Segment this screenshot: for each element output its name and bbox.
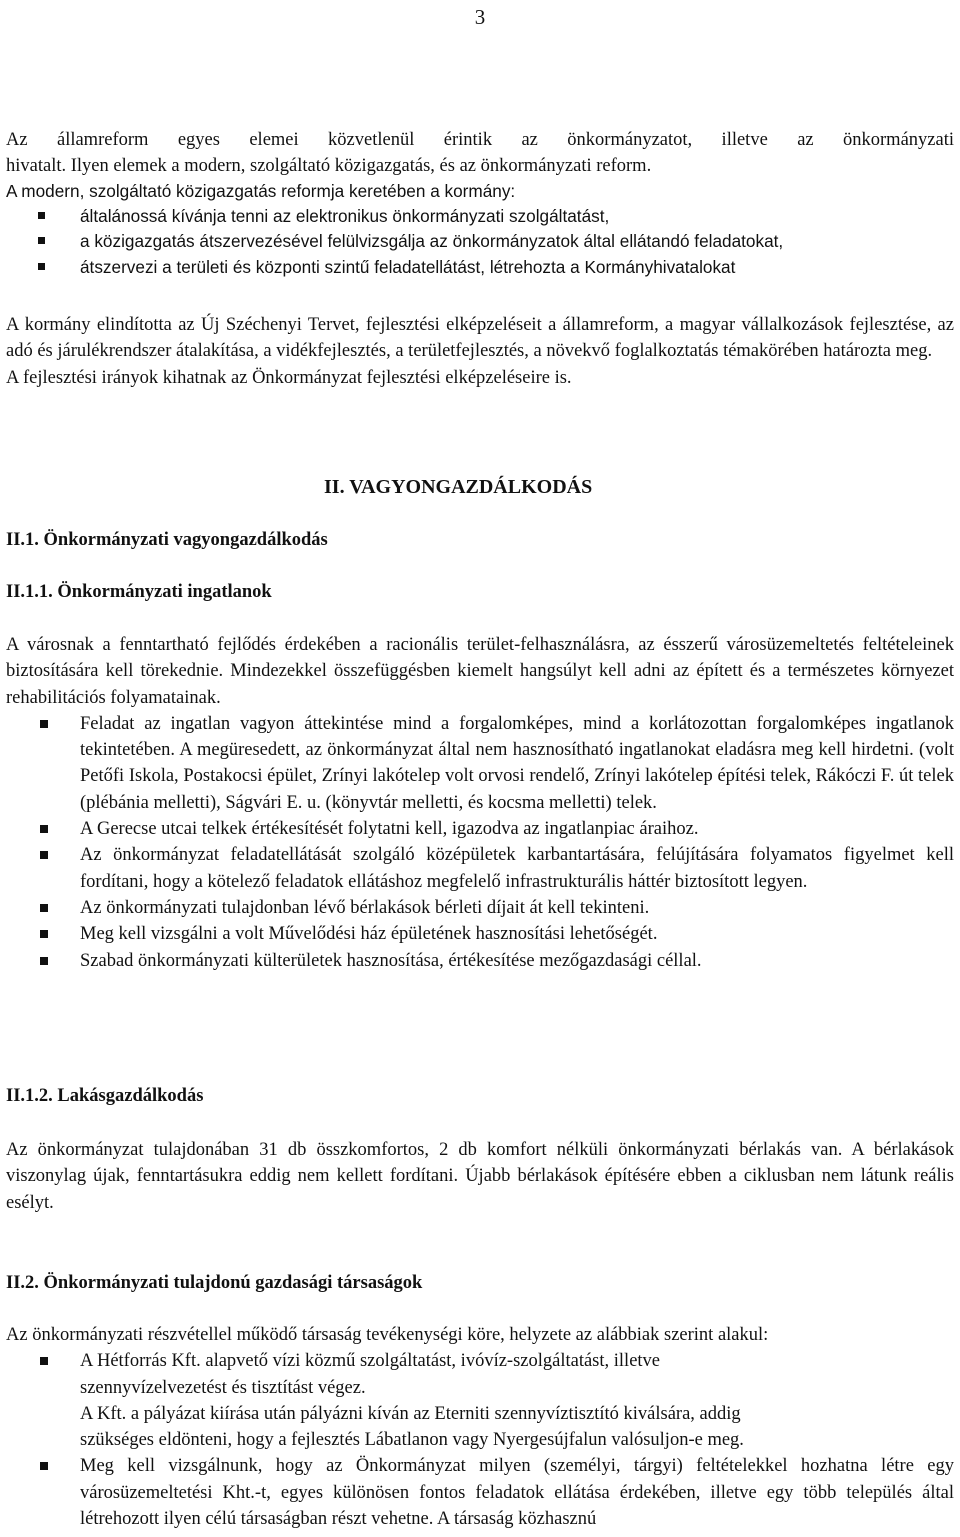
list-item-text: A Kft. a pályázat kiírása után pályázni kíván az Eterniti szennyvíztisztító kiválsára, addig bbox=[80, 1403, 741, 1424]
list-item bbox=[0, 204, 954, 229]
list-item-text: Meg kell vizsgálnunk, hogy az Önkormányzat milyen (személyi, tárgyi) feltételekkel hozhatna létre egy városüzemeltetési Kht.-t, egyes különösen fontos feladatok ellátása érdekében, illetve egy több település által létrehozott ilyen célú társaságban részt vehetne. A társaság közhasznú bbox=[80, 1456, 954, 1530]
page-number: 3 bbox=[474, 5, 486, 29]
list-item bbox=[0, 921, 954, 947]
list-item-text: Az önkormányzati tulajdonban lévő bérlakások bérleti díjait át kell tekinteni. bbox=[80, 897, 650, 918]
square-bullet-icon bbox=[38, 237, 45, 244]
list-item bbox=[0, 948, 954, 974]
list-item-text: A Gerecse utcai telkek értékesítését folytatni kell, igazodva az ingatlanpiac áraihoz. bbox=[80, 819, 699, 840]
section-ii-1 bbox=[0, 527, 960, 553]
list-item-text: szennyvízelvezetést és tisztítást végez. bbox=[80, 1377, 366, 1398]
chapter-title bbox=[324, 474, 724, 501]
section-heading: II.1.1. Önkormányzati ingatlanok bbox=[6, 582, 272, 602]
square-bullet-icon bbox=[40, 957, 48, 965]
square-bullet-icon bbox=[40, 1462, 48, 1470]
list-item bbox=[0, 1453, 954, 1532]
square-bullet-icon bbox=[40, 1357, 48, 1365]
list-item bbox=[0, 895, 954, 921]
list-item-text: átszervezi a területi és központi szintű feladatellátást, létrehozta a Kormányhivatalokat bbox=[80, 256, 736, 277]
list-item-text: a közigazgatás átszervezésével felülvizsgálja az önkormányzatok által ellátandó feladatokat, bbox=[80, 231, 784, 252]
properties-bullet-list bbox=[0, 711, 960, 974]
section-ii-1-2 bbox=[0, 1083, 960, 1109]
list-item bbox=[0, 842, 954, 895]
section-heading: II.1. Önkormányzati vagyongazdálkodás bbox=[6, 530, 328, 550]
section-paragraph: Az önkormányzat tulajdonában 31 db összkomfortos, 2 db komfort nélküli önkormányzati bérlakás van. A bérlakások viszonylag újak, fenntartásukra eddig nem kellett fordítani. Újabb bérlakások építésére ebben a ciklusban nem látunk reális esélyt. bbox=[6, 1140, 954, 1213]
intro-line-2: hivatalt. Ilyen elemek a modern, szolgáltató közigazgatás, és az önkormányzati reform. bbox=[6, 155, 652, 176]
section-ii-1-2-body bbox=[0, 1137, 960, 1216]
intro-paragraph-1 bbox=[0, 128, 960, 179]
section-ii-1-1 bbox=[0, 579, 960, 605]
list-item-text: Szabad önkormányzati külterületek hasznosítása, értékesítése mezőgazdasági céllal. bbox=[80, 950, 702, 971]
chapter-title-text: II. VAGYONGAZDÁLKODÁS bbox=[324, 476, 593, 498]
square-bullet-icon bbox=[40, 720, 48, 728]
section-ii-2 bbox=[0, 1270, 960, 1296]
intro-line-1: Az államreform egyes elemei közvetlenül érintik az önkormányzatot, illetve az önkormányzati bbox=[6, 130, 954, 150]
intro-bullet-list bbox=[0, 204, 960, 280]
square-bullet-icon bbox=[40, 904, 48, 912]
square-bullet-icon bbox=[40, 851, 48, 859]
intro-paragraph-2: A modern, szolgáltató közigazgatás reformja keretében a kormány: bbox=[6, 181, 516, 201]
intro-block bbox=[0, 128, 960, 280]
list-item-text: Az önkormányzat feladatellátását szolgáló középületek karbantartására, felújítására folyamatos figyelmet kell fordítani, hogy a kötelező feladatok ellátáshoz megfelelő infrastrukturális háttér biztosított legyen. bbox=[80, 845, 954, 892]
section-ii-2-body bbox=[0, 1322, 960, 1532]
section-paragraph: Az önkormányzati részvétellel működő társaság tevékenységi köre, helyzete az alábbiak szerint alakul: bbox=[6, 1325, 769, 1345]
development-block bbox=[0, 312, 960, 391]
section-paragraph: A városnak a fenntartható fejlődés érdekében a racionális terület-felhasználásra, az ésszerű városüzemeltetés feltételeinek biztosítására kell törekednie. Mindezekkel összefüggésben kiemelt hangsúlyt kell adni az épített és a természetes környezet rehabilitációs folyamatainak. bbox=[6, 635, 954, 708]
section-heading: II.1.2. Lakásgazdálkodás bbox=[6, 1086, 204, 1106]
square-bullet-icon bbox=[38, 263, 45, 270]
square-bullet-icon bbox=[40, 825, 48, 833]
square-bullet-icon bbox=[40, 930, 48, 938]
list-item-text: általánossá kívánja tenni az elektronikus önkormányzati szolgáltatást, bbox=[80, 206, 610, 227]
development-paragraph: A kormány elindította az Új Széchenyi Tervet, fejlesztési elképzeléseit a államreform, a magyar vállalkozások fejlesztése, az adó és járulékrendszer átalakítása, a vidékfejlesztés, a területfejlesztés, a növekvő foglalkoztatás témakörében határozta meg. bbox=[6, 315, 954, 362]
section-heading: II.2. Önkormányzati tulajdonú gazdasági társaságok bbox=[6, 1273, 423, 1293]
companies-bullet-list bbox=[0, 1348, 960, 1532]
list-item-text: Feladat az ingatlan vagyon áttekintése mind a forgalomképes, mind a korlátozottan forgalomképes ingatlanok tekintetében. A megüresedett, az önkormányzat által nem hasznosítható ingatlanokat eladásra meg kell hirdetni. (volt Petőfi Iskola, Postakocsi épület, Zrínyi lakótelep volt orvosi rendelő, Zrínyi lakótelep építési telek, Rákóczi F. út telek (plébánia melletti), Ságvári E. u. (könyvtár melletti, és kocsma melletti) telek. bbox=[80, 713, 954, 813]
list-item-text: Meg kell vizsgálni a volt Művelődési ház épületének hasznosítási lehetőségét. bbox=[80, 924, 658, 945]
list-item bbox=[0, 816, 954, 842]
list-item bbox=[0, 1348, 954, 1453]
list-item-text: A Hétforrás Kft. alapvető vízi közmű szolgáltatást, ivóvíz-szolgáltatást, illetve bbox=[80, 1351, 661, 1372]
list-item bbox=[0, 229, 954, 254]
list-item-text: szükséges eldönteni, hogy a fejlesztés Lábatlanon vagy Nyergesújfalun valósuljon-e meg. bbox=[80, 1430, 744, 1451]
square-bullet-icon bbox=[38, 212, 45, 219]
list-item bbox=[0, 711, 954, 816]
list-item bbox=[0, 255, 954, 280]
section-ii-1-1-body bbox=[0, 632, 960, 974]
development-paragraph-2: A fejlesztési irányok kihatnak az Önkormányzat fejlesztési elképzeléseire is. bbox=[6, 367, 572, 388]
